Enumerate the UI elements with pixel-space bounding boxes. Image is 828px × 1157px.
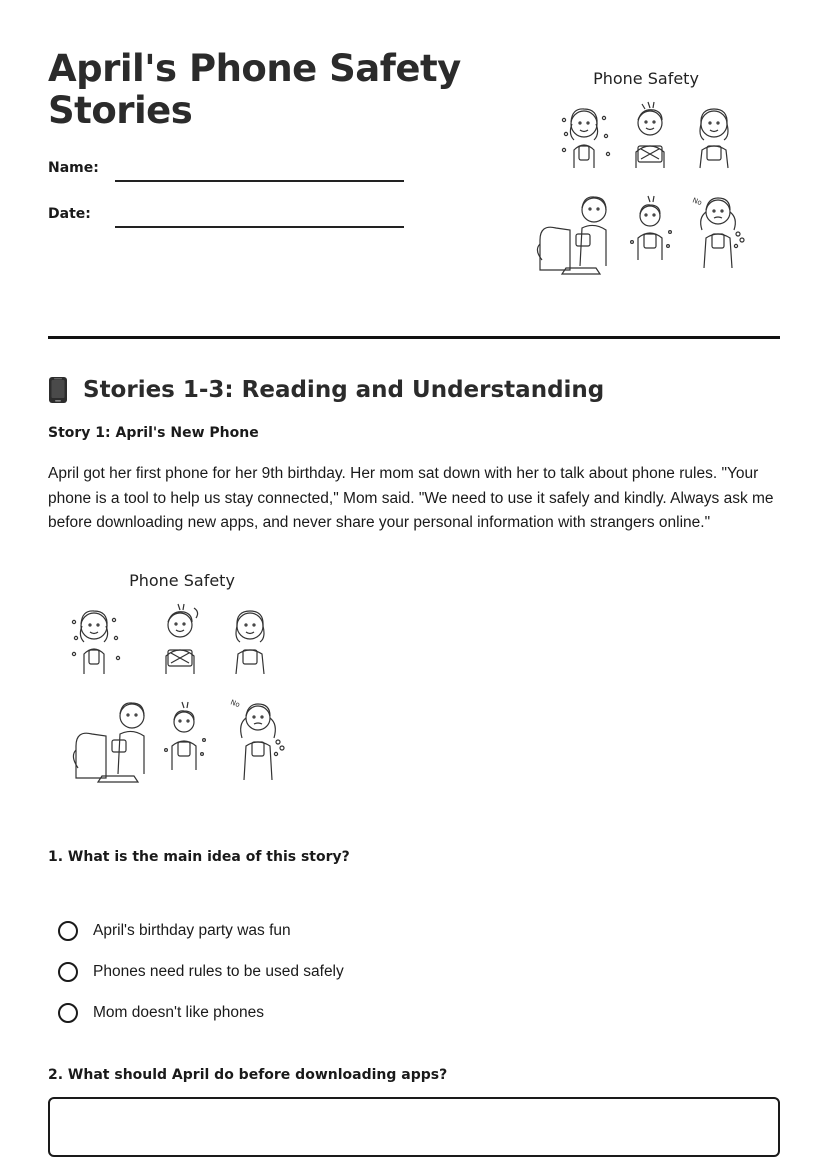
radio-button[interactable] (58, 1003, 78, 1023)
name-field[interactable] (48, 158, 408, 182)
date-field[interactable] (48, 204, 408, 228)
story-no-mark: No (229, 698, 242, 710)
answer-box[interactable] (48, 1097, 780, 1157)
story-illustration-caption: Phone Safety (129, 571, 235, 590)
radio-button[interactable] (58, 921, 78, 941)
name-label: Name: (48, 160, 99, 176)
worksheet-page (48, 0, 780, 1083)
question-2: 2. What should April do before downloading apps? (48, 1067, 448, 1083)
story-text: April got her first phone for her 9th birthday. Her mom sat down with her to talk about phone rules. "Your phone is a tool to help us stay connected," Mom said. "We need to use it safely and kindly. Always ask me before downloading new apps, and never share your personal information with strangers online." (48, 465, 774, 531)
date-line[interactable] (115, 226, 404, 228)
worksheet-title: April's Phone Safety Stories (48, 47, 461, 132)
phone-safety-illustration (532, 62, 760, 286)
mobile-phone-icon (48, 376, 68, 404)
question-1-options (58, 910, 458, 1033)
date-label: Date: (48, 206, 91, 222)
option-label: April's birthday party was fun (93, 921, 291, 939)
option-label: Mom doesn't like phones (93, 1003, 264, 1021)
section-heading-text: Stories 1-3: Reading and Understanding (83, 377, 605, 403)
question-1: 1. What is the main idea of this story? (48, 849, 350, 865)
option-3[interactable] (58, 992, 458, 1033)
illustration-caption: Phone Safety (593, 69, 699, 88)
header-divider (48, 336, 780, 339)
no-mark: No (691, 196, 704, 208)
story-title: Story 1: April's New Phone (48, 425, 259, 441)
worksheet-header (48, 0, 780, 338)
story-illustration (62, 566, 312, 788)
name-line[interactable] (115, 180, 404, 182)
section-heading (48, 373, 604, 407)
option-1[interactable] (58, 910, 458, 951)
option-label: Phones need rules to be used safely (93, 962, 344, 980)
option-2[interactable] (58, 951, 458, 992)
radio-button[interactable] (58, 962, 78, 982)
